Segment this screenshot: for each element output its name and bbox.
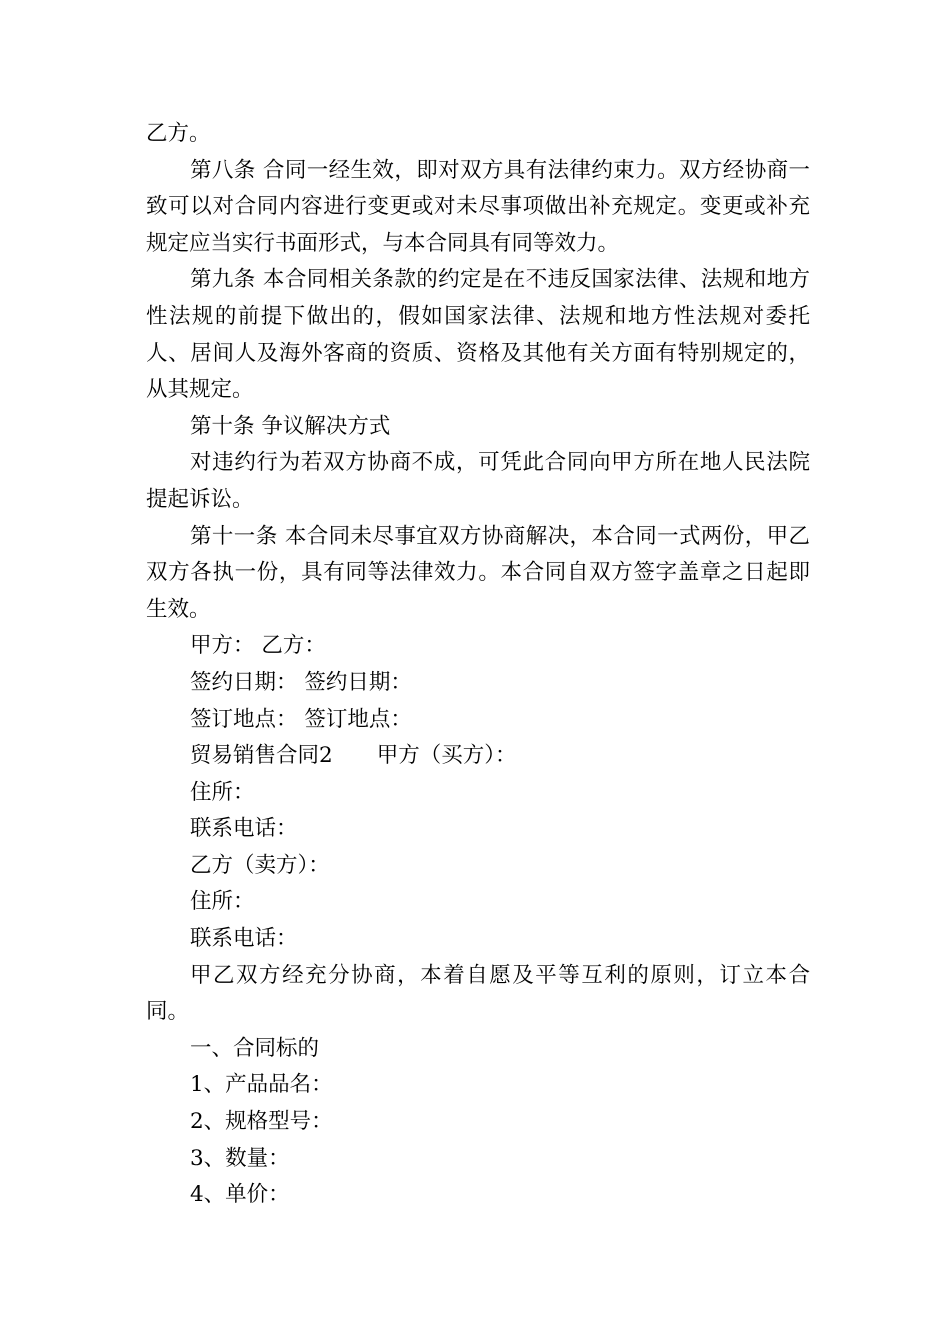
item-unit-price: 4、单价： <box>190 1182 290 1208</box>
party-b-phone-line: 联系电话： <box>190 926 298 952</box>
contract-title-line <box>146 738 810 775</box>
article-10-heading: 第十条 争议解决方式 <box>190 413 391 439</box>
article-8-paragraph: 第八条 合同一经生效，即对双方具有法律约束力。双方经协商一致可以对合同内容进行变更或对未尽事项做出补充规定。变更或补充规定应当实行书面形式，与本合同具有同等效力。 <box>146 157 810 256</box>
party-a-address-line: 住所： <box>190 779 255 805</box>
party-b-label-line: 乙方（卖方）： <box>190 852 330 878</box>
item-spec-model: 2、规格型号： <box>190 1109 333 1135</box>
article-11-paragraph: 第十一条 本合同未尽事宜双方协商解决，本合同一式两份，甲乙双方各执一份，具有同等法律效力。本合同自双方签字盖章之日起即生效。 <box>146 523 810 622</box>
dispute-resolution-paragraph: 对违约行为若双方协商不成，可凭此合同向甲方所在地人民法院提起诉讼。 <box>146 450 810 512</box>
signing-date-line: 签约日期： 签约日期： <box>190 669 412 695</box>
signature-parties-line: 甲方： 乙方： <box>190 633 326 659</box>
party-a-phone-line: 联系电话： <box>190 816 298 842</box>
party-b-address-line: 住所： <box>190 889 255 915</box>
item-product-name: 1、产品品名： <box>190 1072 333 1098</box>
article-9-paragraph: 第九条 本合同相关条款的约定是在不违反国家法律、法规和地方性法规的前提下做出的，假如国家法律、法规和地方性法规对委托人、居间人及海外客商的资质、资格及其他有关方面有特别规定的，从其规定。 <box>146 267 810 403</box>
party-a-label: 甲方（买方）： <box>376 743 517 769</box>
signing-place-line: 签订地点： 签订地点： <box>190 706 412 732</box>
section-1-heading: 一、合同标的 <box>190 1035 320 1061</box>
document-body <box>146 116 810 1214</box>
contract-title: 贸易销售合同2 <box>190 743 333 769</box>
item-quantity: 3、数量： <box>190 1145 290 1171</box>
paragraph-continuation: 乙方。 <box>146 121 211 146</box>
agreement-intro-paragraph: 甲乙双方经充分协商，本着自愿及平等互利的原则，订立本合同。 <box>146 962 810 1025</box>
